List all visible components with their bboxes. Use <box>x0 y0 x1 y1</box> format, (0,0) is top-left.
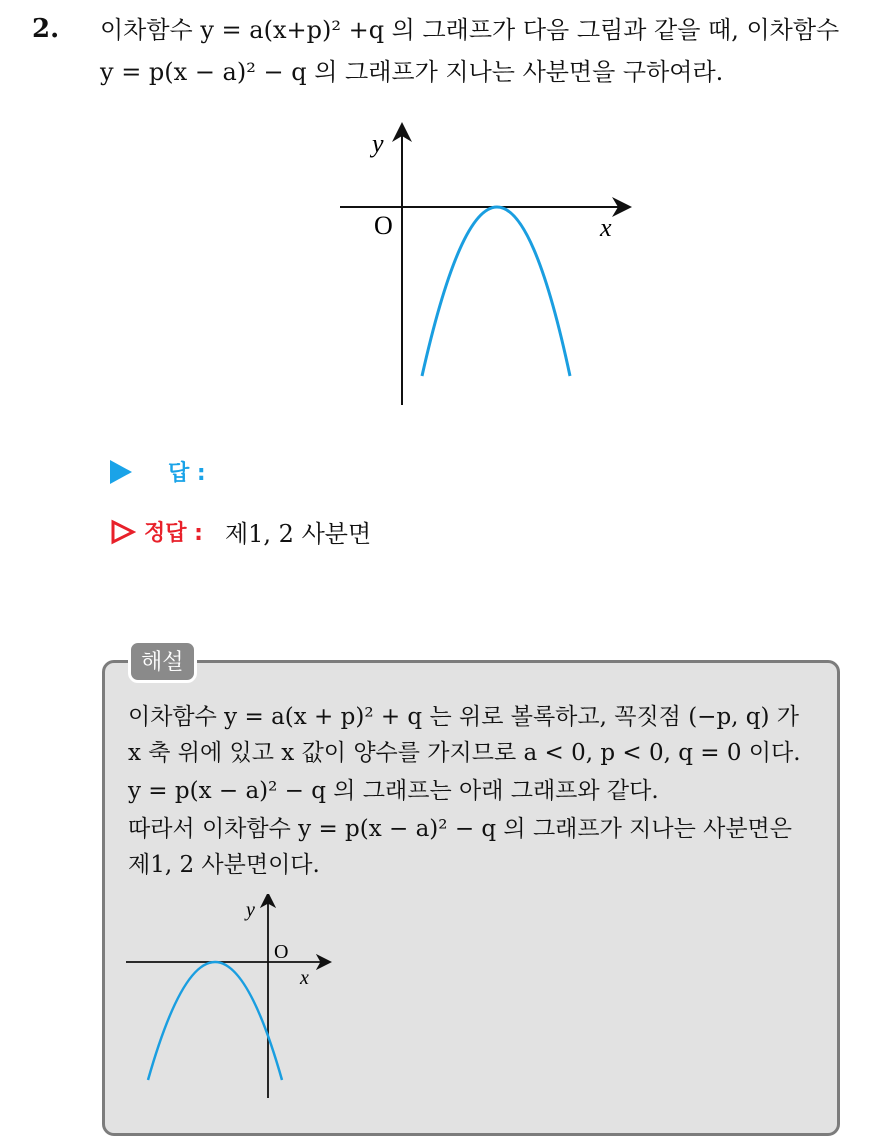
explanation-line: 따라서 이차함수 y = p(x − a)² − q 의 그래프가 지나는 사분면은 <box>128 816 792 842</box>
parabola-curve <box>148 962 282 1080</box>
correct-answer-label: 정답 : <box>144 521 203 546</box>
explanation-line: x 축 위에 있고 x 값이 양수를 가지므로 a < 0, p < 0, q = 0 이다. <box>128 740 801 766</box>
origin-label: O <box>374 211 393 240</box>
correct-answer-value: 제1, 2 사분면 <box>224 520 372 548</box>
question-number: 2. <box>32 14 60 44</box>
answer-label: 답 : <box>168 461 206 486</box>
question-text-line2: y = p(x − a)² − q 의 그래프가 지나는 사분면을 구하여라. <box>100 58 724 86</box>
y-axis-label: y <box>372 129 384 158</box>
explanation-line: 제1, 2 사분면이다. <box>128 852 320 878</box>
y-axis-label: y <box>246 899 255 921</box>
correct-answer-row <box>110 514 371 549</box>
explanation-line: y = p(x − a)² − q 의 그래프는 아래 그래프와 같다. <box>128 778 659 804</box>
x-axis-label: x <box>600 213 612 242</box>
x-axis-label: x <box>300 967 309 989</box>
explanation-line: 이차함수 y = a(x + p)² + q 는 위로 볼록하고, 꼭짓점 (−p, q) 가 <box>128 704 800 730</box>
explanation-tag: 해설 <box>128 640 197 683</box>
answer-row <box>110 456 206 487</box>
outline-triangle-icon <box>110 519 136 545</box>
question-graph <box>330 120 640 420</box>
question-text-line1: 이차함수 y = a(x+p)² +q 의 그래프가 다음 그림과 같을 때, 이차함수 <box>100 16 840 44</box>
play-triangle-icon <box>110 460 132 484</box>
parabola-curve <box>422 207 570 376</box>
explanation-graph <box>120 894 340 1104</box>
origin-label: O <box>274 941 289 963</box>
